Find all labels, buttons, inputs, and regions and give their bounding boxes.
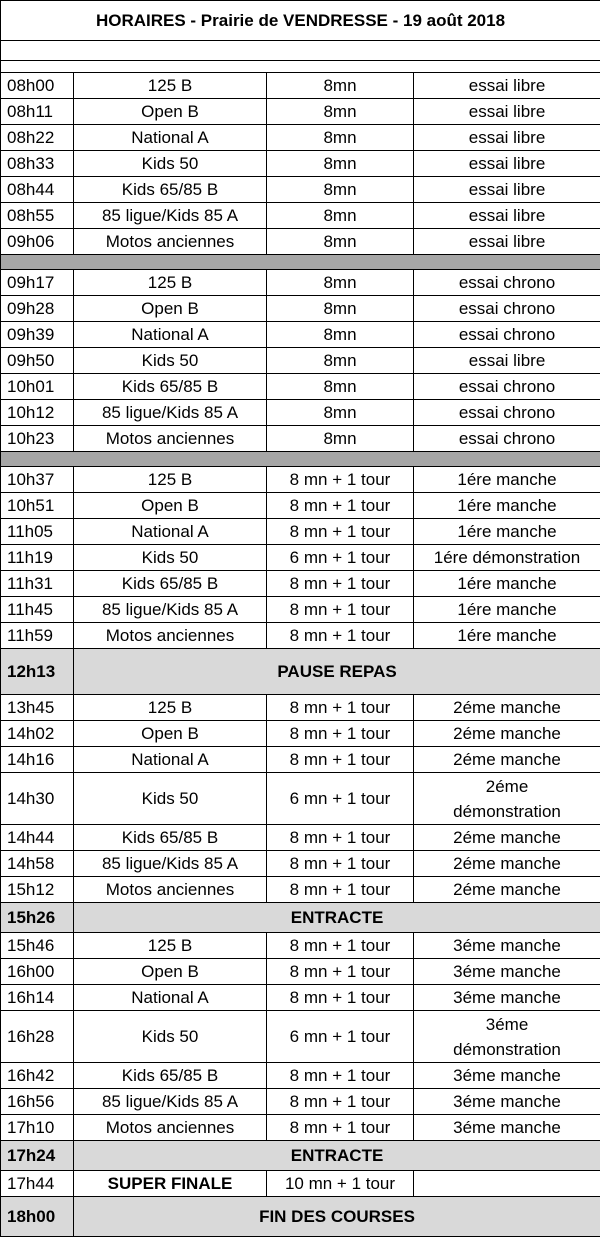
session-cell: essai libre — [414, 125, 600, 151]
category-cell: Open B — [74, 721, 267, 747]
time-cell: 15h46 — [1, 933, 74, 959]
duration-cell: 8 mn + 1 tour — [267, 825, 414, 851]
category-cell: 85 ligue/Kids 85 A — [74, 1089, 267, 1115]
time-cell: 16h14 — [1, 985, 74, 1011]
table-row — [1, 467, 600, 493]
duration-cell: 8mn — [267, 203, 414, 229]
session-cell: 2éme manche — [414, 747, 600, 773]
category-cell: National A — [74, 747, 267, 773]
duration-cell: 8 mn + 1 tour — [267, 571, 414, 597]
time-cell: 11h45 — [1, 597, 74, 623]
table-row — [1, 203, 600, 229]
duration-cell: 10 mn + 1 tour — [267, 1171, 414, 1197]
session-cell: 1ére manche — [414, 467, 600, 493]
session-cell: 1ére manche — [414, 623, 600, 649]
duration-cell: 8 mn + 1 tour — [267, 933, 414, 959]
break-label: ENTRACTE — [74, 1141, 600, 1171]
table-row — [1, 151, 600, 177]
time-cell: 17h10 — [1, 1115, 74, 1141]
duration-cell: 8mn — [267, 322, 414, 348]
time-cell: 10h12 — [1, 400, 74, 426]
table-row — [1, 545, 600, 571]
time-cell: 16h42 — [1, 1063, 74, 1089]
session-line-2: démonstration — [453, 1039, 561, 1059]
session-cell: 2éme manche — [414, 721, 600, 747]
title-row — [1, 1, 600, 41]
category-cell: Kids 65/85 B — [74, 1063, 267, 1089]
session-cell: essai libre — [414, 229, 600, 255]
session-cell: essai libre — [414, 151, 600, 177]
duration-cell: 8mn — [267, 151, 414, 177]
duration-cell: 8 mn + 1 tour — [267, 467, 414, 493]
table-row — [1, 322, 600, 348]
category-cell: 125 B — [74, 933, 267, 959]
time-cell: 10h51 — [1, 493, 74, 519]
duration-cell: 8mn — [267, 348, 414, 374]
final-row — [1, 1171, 600, 1197]
category-cell: 85 ligue/Kids 85 A — [74, 597, 267, 623]
duration-cell: 8 mn + 1 tour — [267, 1115, 414, 1141]
table-row — [1, 597, 600, 623]
category-cell: Open B — [74, 959, 267, 985]
duration-cell: 8mn — [267, 99, 414, 125]
table-row — [1, 1089, 600, 1115]
session-cell: 2éme manche — [414, 877, 600, 903]
session-cell: 3éme manche — [414, 1115, 600, 1141]
time-cell: 14h44 — [1, 825, 74, 851]
time-cell: 11h59 — [1, 623, 74, 649]
table-row — [1, 571, 600, 597]
time-cell: 11h31 — [1, 571, 74, 597]
session-line-1: 2éme — [485, 776, 529, 796]
table-row — [1, 296, 600, 322]
blank-cell — [1, 61, 600, 73]
time-cell: 16h28 — [1, 1011, 74, 1063]
session-cell: 2éme manche — [414, 851, 600, 877]
session-cell: essai chrono — [414, 296, 600, 322]
time-cell: 12h13 — [1, 649, 74, 695]
time-cell: 08h22 — [1, 125, 74, 151]
session-cell: 1ére manche — [414, 571, 600, 597]
duration-cell: 8mn — [267, 426, 414, 452]
duration-cell: 8 mn + 1 tour — [267, 959, 414, 985]
table-row — [1, 270, 600, 296]
time-cell: 14h58 — [1, 851, 74, 877]
table-row — [1, 773, 600, 825]
time-cell: 15h26 — [1, 903, 74, 933]
break-row — [1, 649, 600, 695]
time-cell: 08h33 — [1, 151, 74, 177]
table-row — [1, 348, 600, 374]
break-label: PAUSE REPAS — [74, 649, 600, 695]
category-cell: Kids 50 — [74, 151, 267, 177]
table-row — [1, 933, 600, 959]
separator-row — [1, 255, 600, 270]
time-cell: 09h28 — [1, 296, 74, 322]
duration-cell: 8mn — [267, 73, 414, 99]
time-cell: 15h12 — [1, 877, 74, 903]
duration-cell: 8 mn + 1 tour — [267, 695, 414, 721]
time-cell: 08h44 — [1, 177, 74, 203]
table-row — [1, 493, 600, 519]
time-cell: 18h00 — [1, 1197, 74, 1237]
blank-row — [1, 41, 600, 61]
time-cell: 08h55 — [1, 203, 74, 229]
duration-cell: 8 mn + 1 tour — [267, 623, 414, 649]
category-cell: 125 B — [74, 73, 267, 99]
table-row — [1, 519, 600, 545]
session-cell: 3éme manche — [414, 959, 600, 985]
category-cell: National A — [74, 125, 267, 151]
category-cell: 125 B — [74, 695, 267, 721]
table-row — [1, 851, 600, 877]
table-row — [1, 825, 600, 851]
category-cell: 85 ligue/Kids 85 A — [74, 203, 267, 229]
session-cell: essai chrono — [414, 322, 600, 348]
table-row — [1, 229, 600, 255]
time-cell: 09h06 — [1, 229, 74, 255]
duration-cell: 8 mn + 1 tour — [267, 877, 414, 903]
time-cell: 16h56 — [1, 1089, 74, 1115]
session-cell: essai libre — [414, 348, 600, 374]
duration-cell: 8mn — [267, 296, 414, 322]
break-row — [1, 903, 600, 933]
schedule-body — [1, 1, 600, 1237]
session-cell: 1ére manche — [414, 597, 600, 623]
category-cell: Kids 65/85 B — [74, 825, 267, 851]
category-cell: Motos anciennes — [74, 1115, 267, 1141]
break-label: FIN DES COURSES — [74, 1197, 600, 1237]
time-cell: 17h44 — [1, 1171, 74, 1197]
session-cell: 2éme manche — [414, 825, 600, 851]
duration-cell: 6 mn + 1 tour — [267, 1011, 414, 1063]
session-cell — [414, 773, 600, 825]
separator-row — [1, 452, 600, 467]
category-cell: Kids 50 — [74, 348, 267, 374]
category-cell: Kids 50 — [74, 773, 267, 825]
session-cell: essai chrono — [414, 374, 600, 400]
blank-cell — [1, 41, 600, 61]
duration-cell: 8 mn + 1 tour — [267, 747, 414, 773]
duration-cell: 8 mn + 1 tour — [267, 721, 414, 747]
session-cell: 1ére démonstration — [414, 545, 600, 571]
duration-cell: 6 mn + 1 tour — [267, 545, 414, 571]
category-cell: 125 B — [74, 270, 267, 296]
table-row — [1, 623, 600, 649]
page-title: HORAIRES - Prairie de VENDRESSE - 19 août 2018 — [1, 1, 600, 41]
table-row — [1, 747, 600, 773]
time-cell: 13h45 — [1, 695, 74, 721]
blank-row — [1, 61, 600, 73]
duration-cell: 8mn — [267, 400, 414, 426]
break-row — [1, 1197, 600, 1237]
session-cell: 1ére manche — [414, 519, 600, 545]
table-row — [1, 959, 600, 985]
table-row — [1, 125, 600, 151]
separator-cell — [1, 452, 600, 467]
session-cell: 3éme manche — [414, 1089, 600, 1115]
category-cell: Open B — [74, 99, 267, 125]
session-cell: essai chrono — [414, 426, 600, 452]
time-cell: 08h11 — [1, 99, 74, 125]
session-line-2: démonstration — [453, 801, 561, 821]
break-label: ENTRACTE — [74, 903, 600, 933]
time-cell: 10h37 — [1, 467, 74, 493]
table-row — [1, 1063, 600, 1089]
category-cell: SUPER FINALE — [74, 1171, 267, 1197]
category-cell: Kids 65/85 B — [74, 374, 267, 400]
session-cell: essai chrono — [414, 400, 600, 426]
time-cell: 09h50 — [1, 348, 74, 374]
session-cell: 3éme manche — [414, 933, 600, 959]
session-cell: essai libre — [414, 73, 600, 99]
time-cell: 14h30 — [1, 773, 74, 825]
table-row — [1, 1115, 600, 1141]
category-cell: National A — [74, 985, 267, 1011]
table-row — [1, 73, 600, 99]
duration-cell: 8 mn + 1 tour — [267, 597, 414, 623]
duration-cell: 8mn — [267, 177, 414, 203]
duration-cell: 8mn — [267, 229, 414, 255]
category-cell: Kids 65/85 B — [74, 177, 267, 203]
table-row — [1, 877, 600, 903]
session-cell: 3éme manche — [414, 1063, 600, 1089]
session-cell — [414, 1011, 600, 1063]
session-cell: essai chrono — [414, 270, 600, 296]
duration-cell: 8 mn + 1 tour — [267, 493, 414, 519]
session-line-1: 3éme — [485, 1014, 529, 1034]
time-cell: 11h19 — [1, 545, 74, 571]
duration-cell: 8 mn + 1 tour — [267, 519, 414, 545]
category-cell: Motos anciennes — [74, 877, 267, 903]
category-cell: Motos anciennes — [74, 623, 267, 649]
table-row — [1, 177, 600, 203]
table-row — [1, 426, 600, 452]
time-cell: 16h00 — [1, 959, 74, 985]
time-cell: 10h01 — [1, 374, 74, 400]
duration-cell: 8 mn + 1 tour — [267, 1089, 414, 1115]
time-cell: 17h24 — [1, 1141, 74, 1171]
category-cell: Motos anciennes — [74, 229, 267, 255]
duration-cell: 8mn — [267, 125, 414, 151]
time-cell: 11h05 — [1, 519, 74, 545]
category-cell: Motos anciennes — [74, 426, 267, 452]
category-cell: 85 ligue/Kids 85 A — [74, 400, 267, 426]
duration-cell: 6 mn + 1 tour — [267, 773, 414, 825]
table-row — [1, 985, 600, 1011]
duration-cell: 8 mn + 1 tour — [267, 985, 414, 1011]
session-cell: essai libre — [414, 177, 600, 203]
time-cell: 14h02 — [1, 721, 74, 747]
duration-cell: 8mn — [267, 374, 414, 400]
session-cell: essai libre — [414, 203, 600, 229]
category-cell: 85 ligue/Kids 85 A — [74, 851, 267, 877]
category-cell: Kids 50 — [74, 1011, 267, 1063]
table-row — [1, 374, 600, 400]
category-cell: Kids 65/85 B — [74, 571, 267, 597]
separator-cell — [1, 255, 600, 270]
session-cell: essai libre — [414, 99, 600, 125]
table-row — [1, 99, 600, 125]
category-cell: National A — [74, 519, 267, 545]
time-cell: 08h00 — [1, 73, 74, 99]
time-cell: 14h16 — [1, 747, 74, 773]
time-cell: 09h17 — [1, 270, 74, 296]
time-cell: 10h23 — [1, 426, 74, 452]
duration-cell: 8 mn + 1 tour — [267, 1063, 414, 1089]
time-cell: 09h39 — [1, 322, 74, 348]
category-cell: Open B — [74, 493, 267, 519]
category-cell: Kids 50 — [74, 545, 267, 571]
table-row — [1, 1011, 600, 1063]
table-row — [1, 695, 600, 721]
duration-cell: 8 mn + 1 tour — [267, 851, 414, 877]
session-cell: 1ére manche — [414, 493, 600, 519]
session-cell — [414, 1171, 600, 1197]
category-cell: 125 B — [74, 467, 267, 493]
table-row — [1, 400, 600, 426]
table-row — [1, 721, 600, 747]
session-cell: 3éme manche — [414, 985, 600, 1011]
category-cell: Open B — [74, 296, 267, 322]
session-cell: 2éme manche — [414, 695, 600, 721]
break-row — [1, 1141, 600, 1171]
duration-cell: 8mn — [267, 270, 414, 296]
category-cell: National A — [74, 322, 267, 348]
